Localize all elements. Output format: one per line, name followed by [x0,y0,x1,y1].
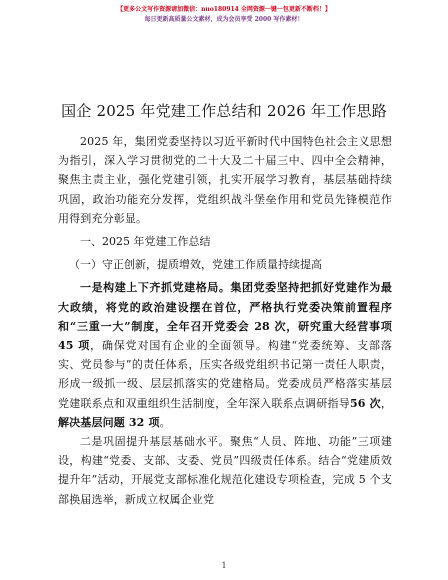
paragraph-text: ，确保党对国有企业的全面领导。构建“党委统筹、支部落实、党员参与”的责任体系，压实各级党组织书记第一责任人职责，形成一级抓一级、层层抓落实的党建格局。党委成员严格落实基层党建联系点和双重组织生活制度，全年深入联系点调研指导 [58,339,392,410]
section-heading-1: 一、2025 年党建工作总结 [80,235,211,249]
paragraph-grassroots-foundation: 二是巩固提升基层基础水平。聚焦“人员、阵地、功能”三项建设，构建“党委、支部、支委、党员”四级责任体系。结合“党建质效提升年”活动，开展党支部标准化规范化建设专项检查，完成 5 个支部换届选举，新成立权属企业党 [58,435,392,506]
page-number: 1 [221,561,227,570]
intro-paragraph: 2025 年，集团党委坚持以习近平新时代中国特色社会主义思想为指引，深入学习贯彻党的二十大及二十届三中、四中全会精神，聚焦主责主业，强化党建引领，扎实开展学习教育，基层基础持续巩固，政治功能充分发挥，党组织战斗堡垒作用和党员先锋模范作用得到充分彰显。 [58,135,392,225]
paragraph-text: 集团党委坚持把抓好党建作为最大政绩，将党的政治建设摆在首位，严格执行党委决策前置程序和 [58,281,392,333]
highlight-text: 56 次 [349,396,381,410]
promo-banner-line-2: 每日更新高质量公文素材，成为会员享受 2000 写作素材！ [144,16,304,23]
paragraph-party-building-pattern [58,278,392,432]
highlight-text: 解决基层问题 32 项 [58,415,160,429]
promo-banner-line-1: 【更多公文写作资源请加微信：nuo180914 全网资源一键一包更新不断档！】 [117,6,331,13]
subsection-heading-1: （一）守正创新，提质增效，党建工作质量持续提高 [69,258,322,272]
document-title: 国企 2025 年党建工作总结和 2026 年工作思路 [61,102,387,121]
paragraph-text: ， [380,396,392,410]
paragraph-text: 。 [159,415,171,429]
paragraph-lead: 一是构建上下齐抓党建格局。 [80,281,231,295]
document-body [58,132,392,509]
highlight-text: “三重一大”制度，全年召开党委会 28 次，研究重大经营事项 45 项 [58,319,392,353]
